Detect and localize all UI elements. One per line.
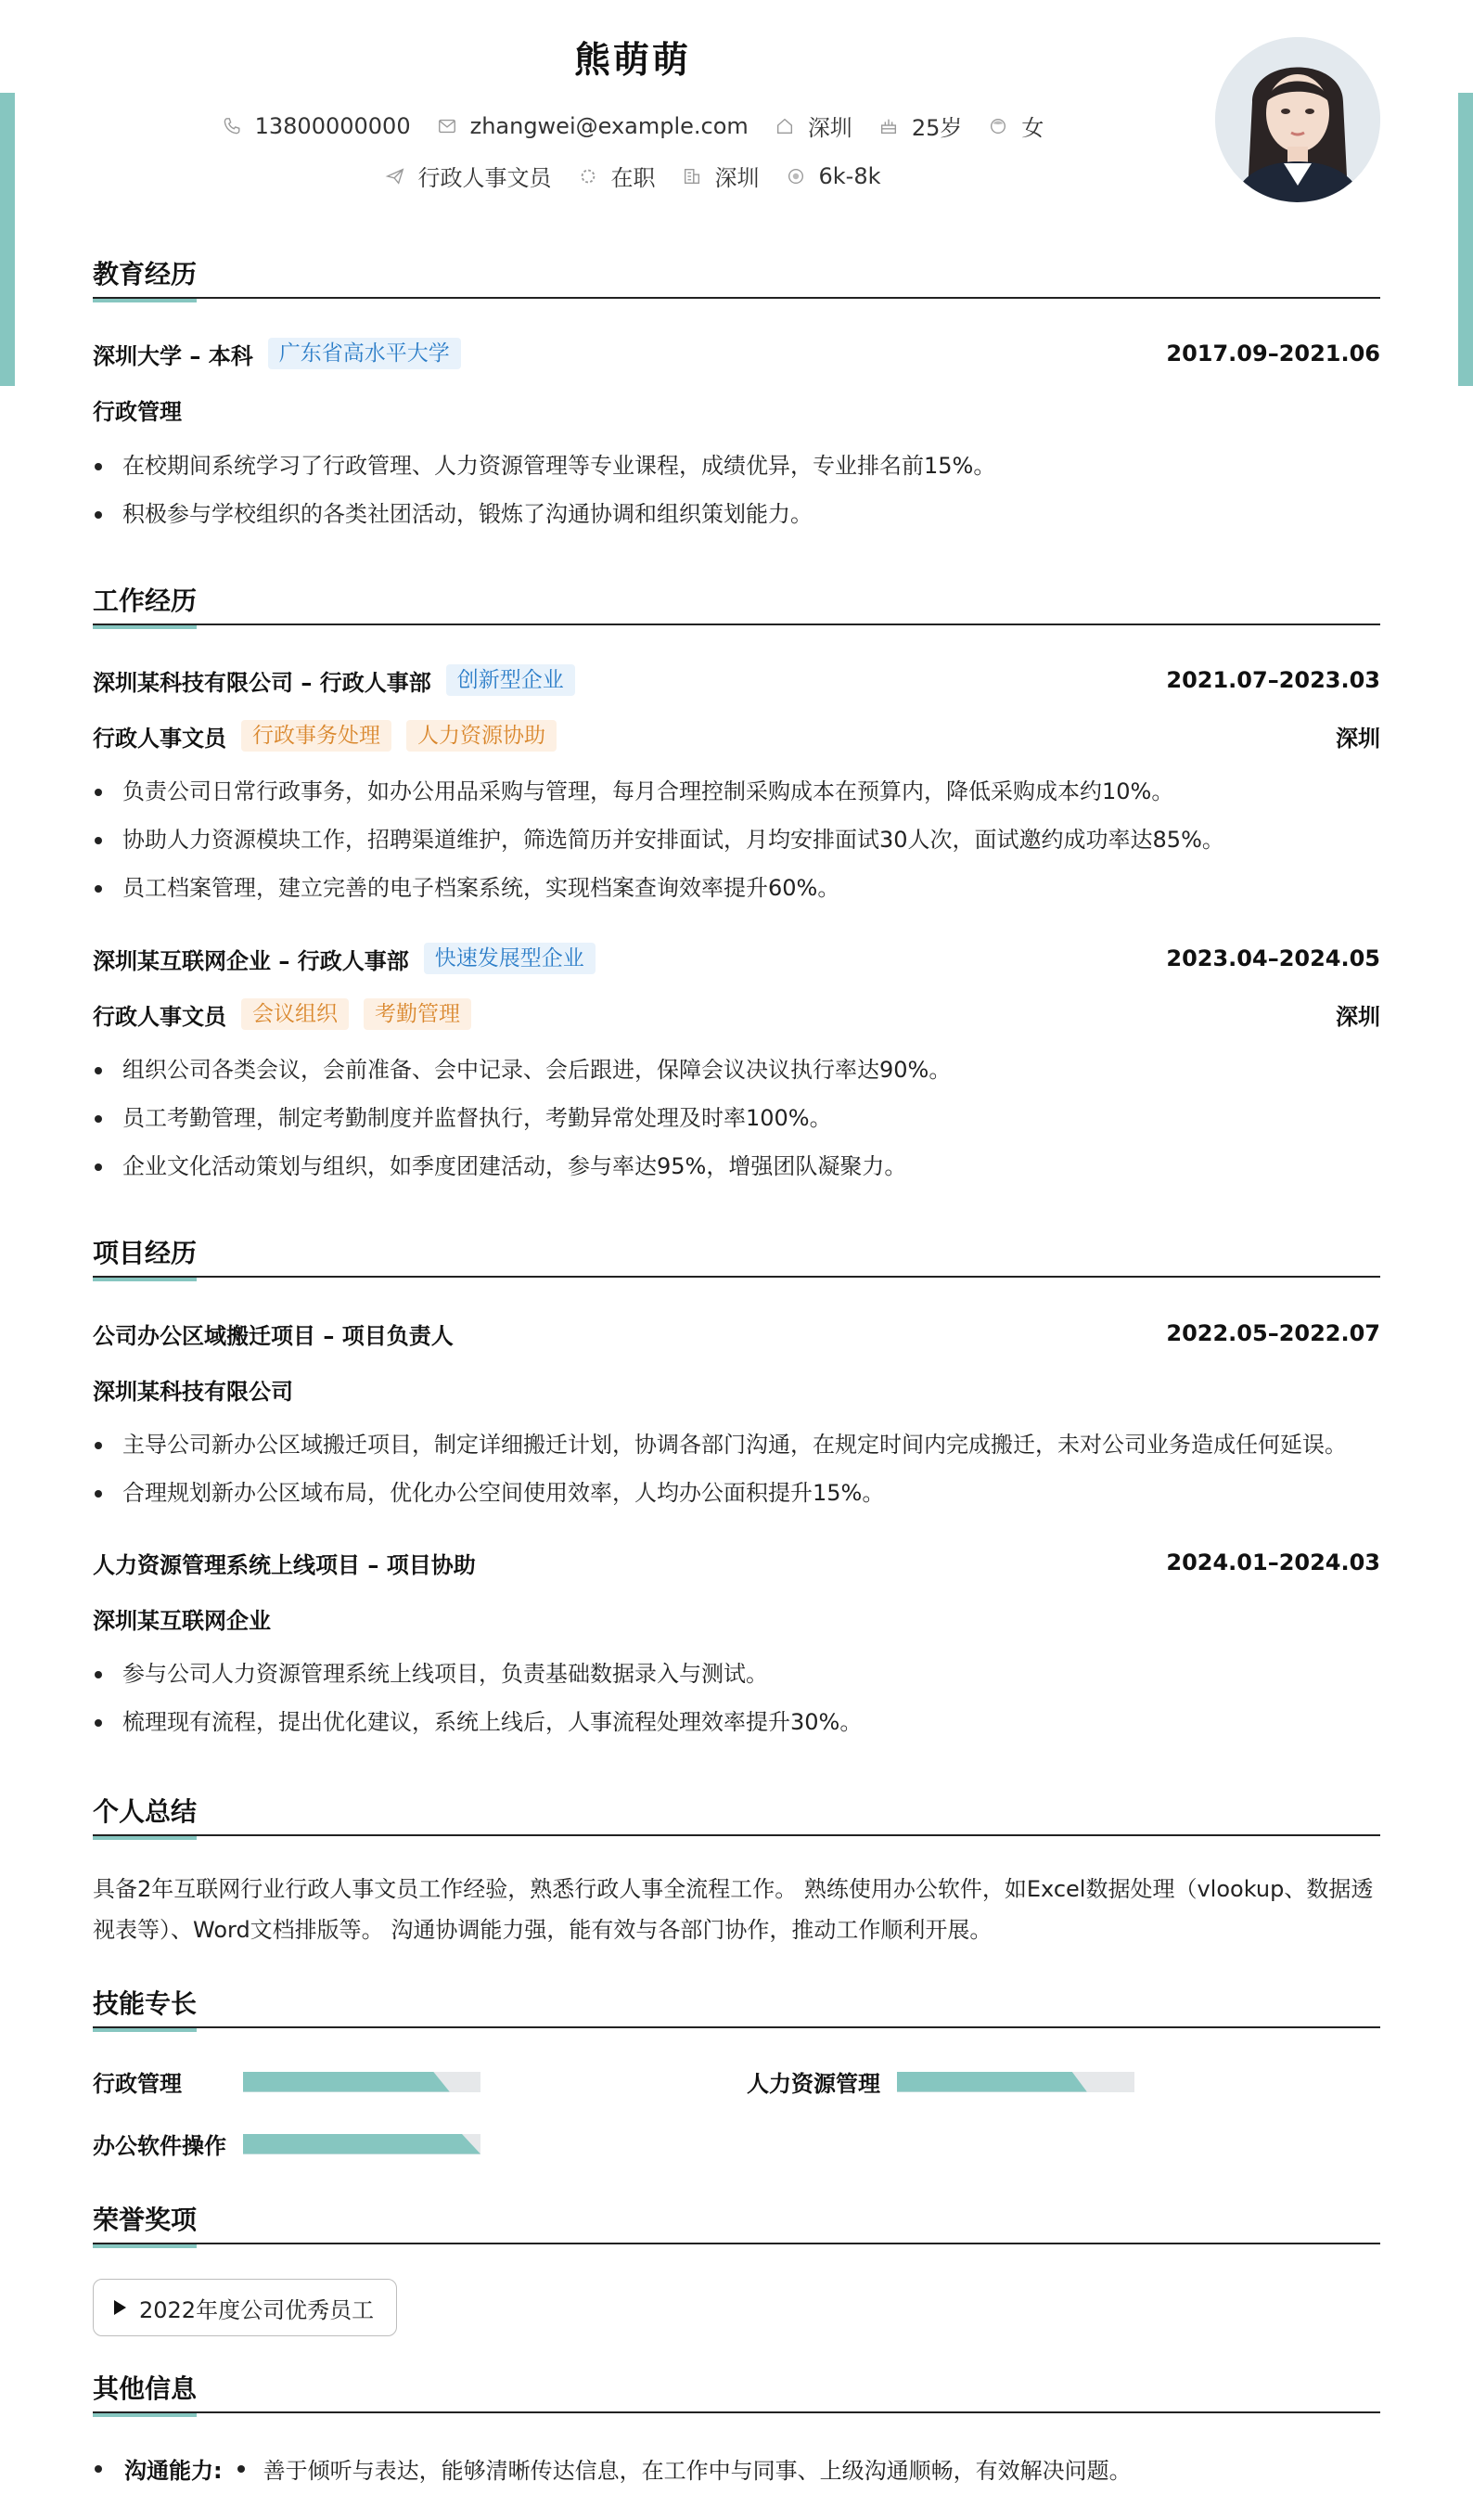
job-target-item xyxy=(385,160,552,192)
section-skills xyxy=(93,1986,1380,2030)
work-2-bullets xyxy=(93,1046,1380,1190)
work-2-role: 行政人事文员 xyxy=(93,1003,226,1030)
section-divider xyxy=(93,624,1380,627)
project-2-org-row xyxy=(93,1600,1380,1637)
list-item: 企业文化活动策划与组织，如季度团建活动，参与率达95%，增强团队凝聚力。 xyxy=(93,1142,1380,1190)
contact-row xyxy=(93,109,1172,142)
phone-item xyxy=(222,113,411,139)
target-city-item xyxy=(682,160,760,192)
caret-right-icon xyxy=(114,2300,126,2315)
location-text: 深圳 xyxy=(807,115,852,141)
section-summary xyxy=(93,1794,1380,1838)
bullet-icon xyxy=(95,2465,102,2473)
work-2-company: 深圳某互联网企业 – 行政人事部 xyxy=(93,947,409,974)
skill-level-fill xyxy=(897,2072,1087,2092)
section-title-summary: 个人总结 xyxy=(93,1796,198,1827)
user-face-icon xyxy=(988,116,1008,136)
home-icon xyxy=(775,116,795,136)
section-divider xyxy=(93,297,1380,301)
email-item xyxy=(437,113,749,139)
project-1-header-row xyxy=(93,1315,1380,1352)
project-1-title: 公司办公区域搬迁项目 – 项目负责人 xyxy=(93,1322,454,1349)
work-1-role-row xyxy=(93,717,1380,754)
loading-icon xyxy=(578,166,598,186)
work-1-city: 深圳 xyxy=(1336,725,1380,752)
award-toggle-button[interactable] xyxy=(93,2279,397,2336)
project-2-title: 人力资源管理系统上线项目 – 项目协助 xyxy=(93,1551,476,1578)
section-divider xyxy=(93,2026,1380,2030)
education-header-row xyxy=(93,335,1380,372)
project-2-bullets xyxy=(93,1650,1380,1746)
work-1-company: 深圳某科技有限公司 – 行政人事部 xyxy=(93,669,431,696)
status-text: 在职 xyxy=(610,165,656,191)
section-divider xyxy=(93,2243,1380,2246)
section-projects xyxy=(93,1235,1380,1279)
section-title-education: 教育经历 xyxy=(93,259,198,289)
phone-icon xyxy=(222,116,242,136)
salary-item xyxy=(786,163,881,189)
age-item xyxy=(878,109,963,142)
list-item: 员工档案管理，建立完善的电子档案系统，实现档案查询效率提升60%。 xyxy=(93,864,1380,912)
award-label: 2022年度公司优秀员工 xyxy=(139,2296,375,2323)
education-tag: 广东省高水平大学 xyxy=(268,338,461,369)
work-1-role: 行政人事文员 xyxy=(93,725,226,752)
status-item xyxy=(578,160,656,192)
section-other xyxy=(93,2371,1380,2415)
skill-level-fill xyxy=(243,2072,450,2092)
section-title-projects: 项目经历 xyxy=(93,1238,198,1268)
email-icon xyxy=(437,116,457,136)
education-bullets xyxy=(93,442,1380,538)
send-icon xyxy=(385,166,405,186)
section-title-awards: 荣誉奖项 xyxy=(93,2205,198,2235)
skill-level-bar xyxy=(897,2072,1134,2092)
bullet-icon xyxy=(237,2465,245,2473)
list-item: 主导公司新办公区域搬迁项目，制定详细搬迁计划，协调各部门沟通，在规定时间内完成搬迁，未对公司业务造成任何延误。 xyxy=(93,1421,1380,1469)
location-item xyxy=(775,109,852,142)
section-work xyxy=(93,583,1380,627)
work-2-date: 2023.04–2024.05 xyxy=(1166,945,1380,971)
other-info-label: 沟通能力: xyxy=(124,2458,223,2484)
work-1-tag: 创新型企业 xyxy=(446,664,575,696)
work-2-role-tag: 会议组织 xyxy=(241,998,349,1030)
project-1-org: 深圳某科技有限公司 xyxy=(93,1378,293,1405)
right-accent-bar xyxy=(1458,93,1473,386)
salary-text: 6k-8k xyxy=(818,162,881,189)
resume-page xyxy=(93,0,1380,2484)
project-2-header-row xyxy=(93,1544,1380,1581)
money-icon xyxy=(786,166,806,186)
work-2-city: 深圳 xyxy=(1336,1003,1380,1030)
summary-line: 具备2年互联网行业行政人事文员工作经验，熟悉行政人事全流程工作。 熟练使用办公软件，如Excel数据处理（vlookup、数据透 xyxy=(93,1876,1374,1902)
job-intent-row xyxy=(93,160,1172,192)
section-awards xyxy=(93,2202,1380,2246)
education-school: 深圳大学 – 本科 xyxy=(93,342,253,369)
gender-item xyxy=(988,109,1044,142)
project-1-date: 2022.05–2022.07 xyxy=(1166,1320,1380,1346)
email-text: zhangwei@example.com xyxy=(469,112,749,139)
skill-name: 办公软件操作 xyxy=(93,2133,226,2159)
skill-level-bar xyxy=(243,2072,480,2092)
project-1-bullets xyxy=(93,1421,1380,1517)
work-1-bullets xyxy=(93,767,1380,912)
section-divider xyxy=(93,2411,1380,2415)
phone-text: 13800000000 xyxy=(254,112,411,139)
list-item: 负责公司日常行政事务，如办公用品采购与管理，每月合理控制采购成本在预算内，降低采购成本约10%。 xyxy=(93,767,1380,816)
skill-item xyxy=(93,2128,480,2160)
section-title-other: 其他信息 xyxy=(93,2373,198,2404)
skill-item xyxy=(93,2065,480,2098)
education-major-row xyxy=(93,391,1380,428)
work-1-date: 2021.07–2023.03 xyxy=(1166,667,1380,693)
other-info-row xyxy=(93,2452,1132,2485)
list-item: 参与公司人力资源管理系统上线项目，负责基础数据录入与测试。 xyxy=(93,1650,1380,1698)
list-item: 积极参与学校组织的各类社团活动，锻炼了沟通协调和组织策划能力。 xyxy=(93,490,1380,538)
list-item: 梳理现有流程，提出优化建议，系统上线后，人事流程处理效率提升30%。 xyxy=(93,1698,1380,1746)
work-1-role-tag: 行政事务处理 xyxy=(241,720,391,752)
summary-text xyxy=(93,1869,1380,1950)
section-divider xyxy=(93,1834,1380,1838)
project-1-org-row xyxy=(93,1370,1380,1408)
section-divider xyxy=(93,1276,1380,1279)
list-item: 合理规划新办公区域布局，优化办公空间使用效率，人均办公面积提升15%。 xyxy=(93,1469,1380,1517)
avatar xyxy=(1215,37,1380,202)
skill-name: 人力资源管理 xyxy=(747,2071,880,2097)
other-info-text: 善于倾听与表达，能够清晰传达信息，在工作中与同事、上级沟通顺畅，有效解决问题。 xyxy=(263,2458,1132,2484)
gender-text: 女 xyxy=(1021,115,1044,141)
cake-icon xyxy=(878,116,899,136)
list-item: 员工考勤管理，制定考勤制度并监督执行，考勤异常处理及时率100%。 xyxy=(93,1094,1380,1142)
education-major: 行政管理 xyxy=(93,398,182,425)
work-2-role-row xyxy=(93,996,1380,1033)
resume-header xyxy=(93,0,1380,241)
list-item: 组织公司各类会议，会前准备、会中记录、会后跟进，保障会议决议执行率达90%。 xyxy=(93,1046,1380,1094)
section-title-work: 工作经历 xyxy=(93,585,198,616)
summary-line: 视表等）、Word文档排版等。 沟通协调能力强，能有效与各部门协作，推动工作顺利开展。 xyxy=(93,1917,993,1943)
skill-level-bar xyxy=(243,2134,480,2154)
list-item: 协助人力资源模块工作，招聘渠道维护，筛选简历并安排面试，月均安排面试30人次，面试邀约成功率达85%。 xyxy=(93,816,1380,864)
project-2-org: 深圳某互联网企业 xyxy=(93,1607,271,1634)
work-1-header-row xyxy=(93,662,1380,699)
education-date: 2017.09–2021.06 xyxy=(1166,341,1380,366)
skill-item xyxy=(747,2065,1134,2098)
section-title-skills: 技能专长 xyxy=(93,1988,198,2019)
age-text: 25岁 xyxy=(911,115,963,141)
building-icon xyxy=(682,166,702,186)
target-city-text: 深圳 xyxy=(714,165,760,191)
skill-level-fill xyxy=(243,2134,480,2154)
candidate-name: 熊萌萌 xyxy=(573,40,691,82)
section-education xyxy=(93,256,1380,301)
left-accent-bar xyxy=(0,93,15,386)
work-2-header-row xyxy=(93,940,1380,977)
skill-name: 行政管理 xyxy=(93,2071,182,2097)
work-2-tag: 快速发展型企业 xyxy=(424,943,596,974)
work-1-role-tag: 人力资源协助 xyxy=(406,720,557,752)
list-item: 在校期间系统学习了行政管理、人力资源管理等专业课程，成绩优异，专业排名前15%。 xyxy=(93,442,1380,490)
project-2-date: 2024.01–2024.03 xyxy=(1166,1549,1380,1575)
job-target-text: 行政人事文员 xyxy=(417,165,552,191)
work-2-role-tag: 考勤管理 xyxy=(364,998,471,1030)
